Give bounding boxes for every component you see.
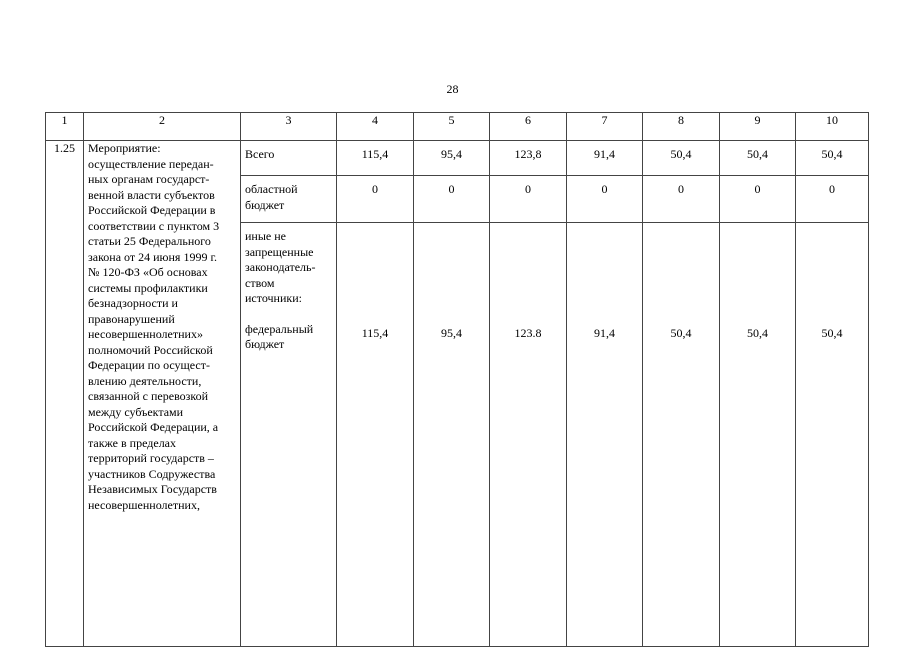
other-sources-label: иные не запрещенные законодатель- ством источники:: [245, 229, 316, 305]
value-cell: 115,4: [337, 223, 414, 647]
value-cell: 0: [490, 176, 567, 223]
header-cell: 6: [490, 113, 567, 141]
value-cell: 0: [796, 176, 869, 223]
table-header-row: [46, 113, 869, 141]
value-cell: 123,8: [490, 141, 567, 176]
row-code: 1.25: [46, 141, 84, 647]
header-cell: 7: [567, 113, 643, 141]
header-cell: 10: [796, 113, 869, 141]
federal-budget-label: федеральный бюджет: [245, 321, 314, 351]
value-cell: 50,4: [796, 223, 869, 647]
value-cell: 50,4: [720, 223, 796, 647]
header-cell: 9: [720, 113, 796, 141]
value-cell: 50,4: [643, 223, 720, 647]
value-cell: 95,4: [414, 141, 490, 176]
budget-table: [45, 112, 869, 647]
header-cell: 8: [643, 113, 720, 141]
value-cell: 95,4: [414, 223, 490, 647]
page-number: 28: [446, 82, 459, 96]
header-cell: 3: [241, 113, 337, 141]
value-cell: 50,4: [796, 141, 869, 176]
header-cell: 2: [84, 113, 241, 141]
value-cell: 50,4: [643, 141, 720, 176]
source-label-regional: областной бюджет: [241, 176, 337, 223]
value-cell: 0: [414, 176, 490, 223]
description-text: Мероприятие: осуществление передан- ных органам государст- венной власти субъектов Российской Федерации в соответствии с пунктом 3 статьи 25 Федерального закона от 24 июня 1999 г. № 120-ФЗ «Об основах системы профилактики безнадзорности и правонарушений несовершеннолетних» полномочий Российской Федерации по осущест- влению деятельности, связанной с перевозкой между субъектами Российской Федерации, а также в пределах территорий государств – участников Содружества Независимых Государств несовершеннолетних,: [88, 141, 220, 512]
table-row-total: [46, 141, 869, 176]
value-cell: 0: [720, 176, 796, 223]
source-label-federal: [241, 223, 337, 647]
header-cell: 1: [46, 113, 84, 141]
value-cell: 0: [337, 176, 414, 223]
value-cell: 123.8: [490, 223, 567, 647]
header-cell: 4: [337, 113, 414, 141]
value-cell: 91,4: [567, 223, 643, 647]
value-cell: 91,4: [567, 141, 643, 176]
value-cell: 115,4: [337, 141, 414, 176]
value-cell: 0: [567, 176, 643, 223]
value-cell: 0: [643, 176, 720, 223]
value-cell: 50,4: [720, 141, 796, 176]
row-description: [84, 141, 241, 647]
source-label-total: Всего: [241, 141, 337, 176]
header-cell: 5: [414, 113, 490, 141]
